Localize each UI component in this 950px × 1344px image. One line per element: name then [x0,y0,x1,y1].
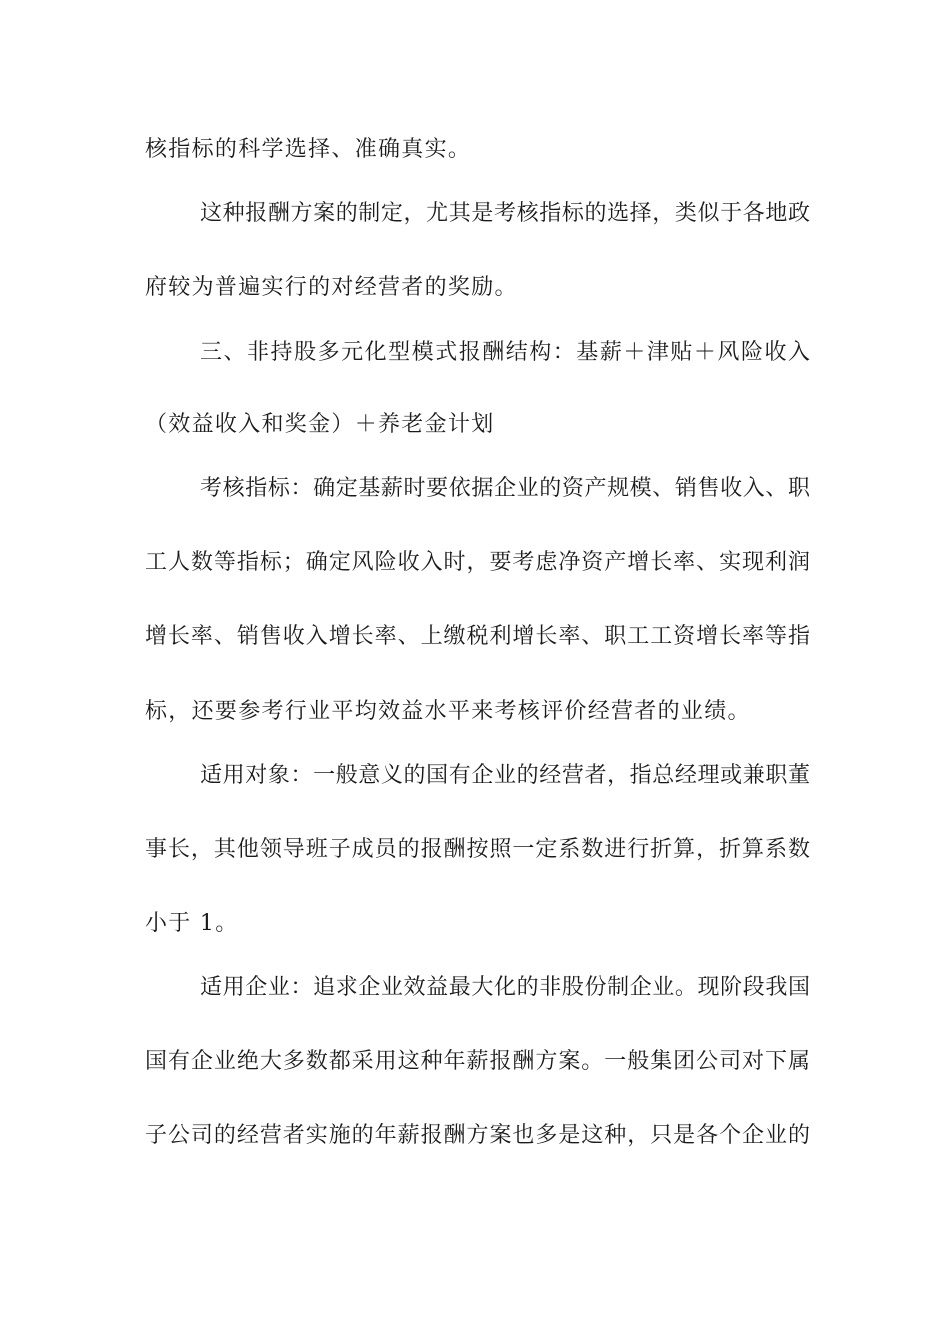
paragraph-first-line: 考核指标：确定基薪时要依据企业的资产规模、销售收入、职 [200,476,810,501]
text-line: 国有企业绝大多数都采用这种年薪报酬方案。一般集团公司对下属 [145,1049,810,1074]
text-line: 小于 1。 [145,911,239,936]
text-line: 府较为普遍实行的对经营者的奖励。 [145,275,518,300]
text-line: 增长率、销售收入增长率、上缴税利增长率、职工工资增长率等指 [145,624,810,649]
text-line: 核指标的科学选择、准确真实。 [145,137,472,162]
text-line: 事长，其他领导班子成员的报酬按照一定系数进行折算，折算系数 [145,837,810,862]
text-line: 工人数等指标；确定风险收入时，要考虑净资产增长率、实现利润 [145,550,810,575]
section-heading: 三、非持股多元化型模式报酬结构：基薪＋津贴＋风险收入 [200,340,810,365]
text-line: （效益收入和奖金）＋养老金计划 [145,412,495,437]
text-line: 子公司的经营者实施的年薪报酬方案也多是这种，只是各个企业的 [145,1123,810,1148]
paragraph-first-line: 适用对象：一般意义的国有企业的经营者，指总经理或兼职董 [200,763,810,788]
paragraph-first-line: 这种报酬方案的制定，尤其是考核指标的选择，类似于各地政 [200,201,810,226]
text-line: 标，还要参考行业平均效益水平来考核评价经营者的业绩。 [145,699,751,724]
paragraph-first-line: 适用企业：追求企业效益最大化的非股份制企业。现阶段我国 [200,975,810,1000]
